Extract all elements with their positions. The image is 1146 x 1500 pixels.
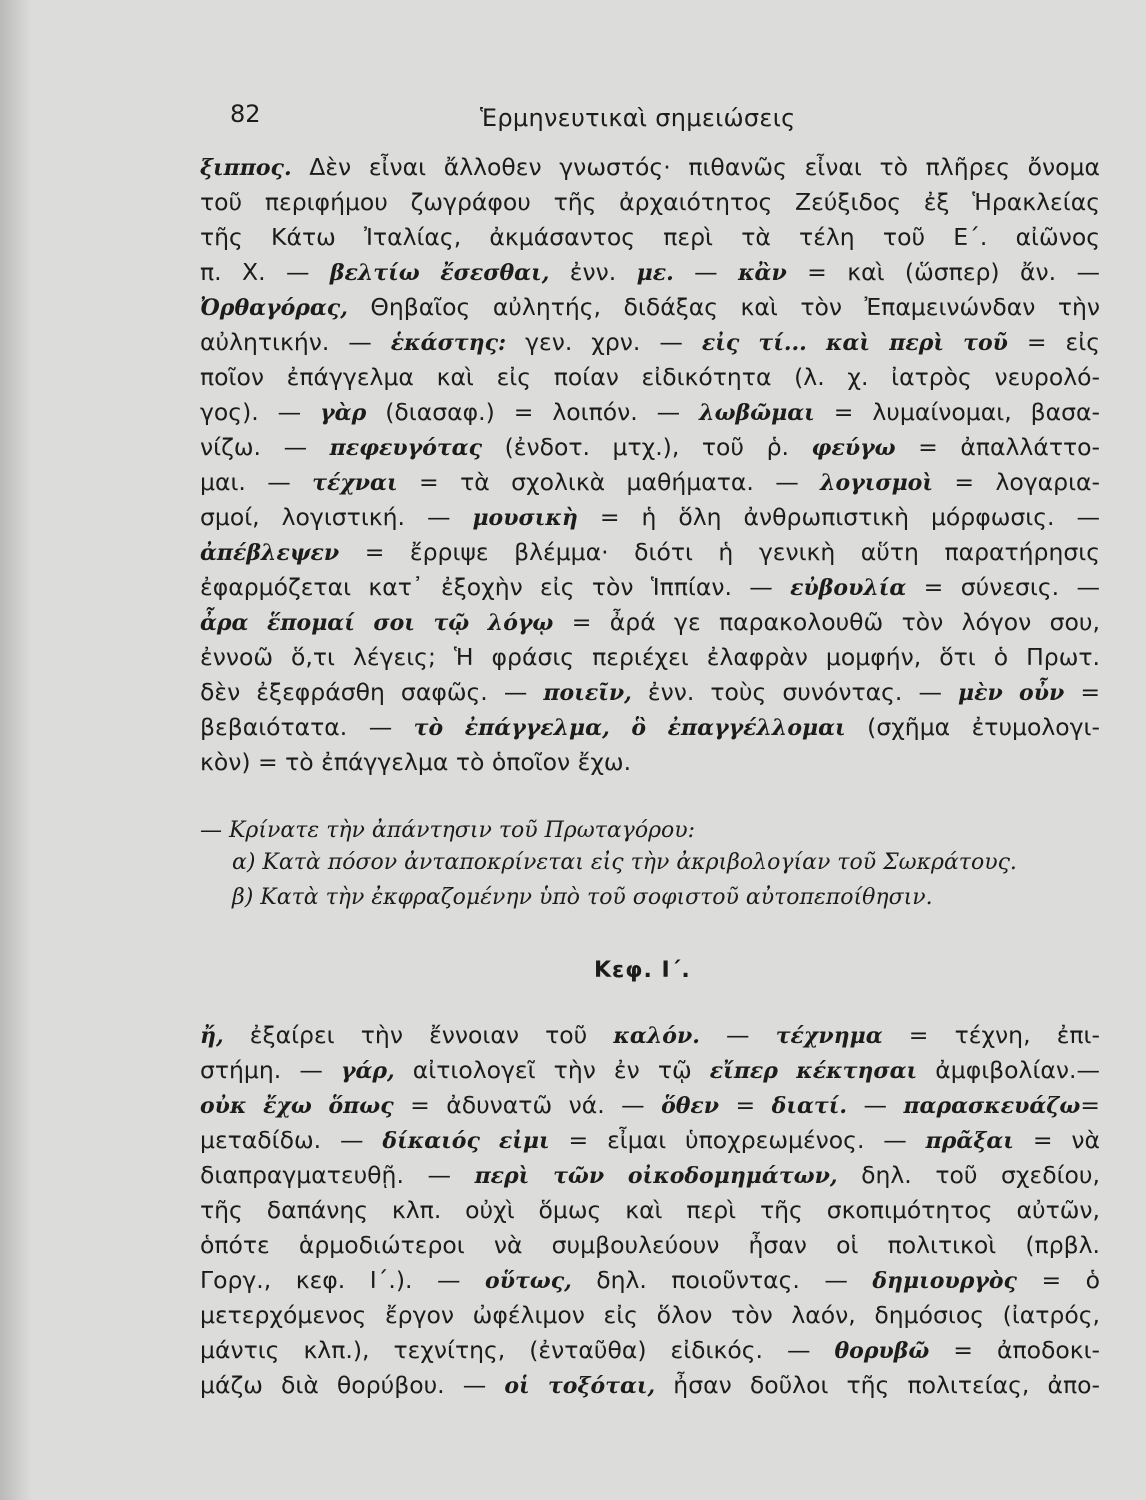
gloss-text: γεν. χρν. — [506,328,702,356]
gloss-text: (σχῆμα ἐτυμολογι- [845,713,1100,741]
gloss-text: αἰτιολογεῖ τὴν ἐν τῷ [394,1056,710,1084]
gloss-text: = τὰ σχολικὰ μαθήματα. — [397,468,821,496]
text-line [200,255,1100,290]
gloss-text: κὸν) = τὸ ἐπάγγελμα τὸ ὁποῖον ἔχω. [200,748,632,776]
gloss-text: = νὰ [1013,1126,1100,1154]
lemma-term: πρᾶξαι [925,1128,1014,1154]
gloss-text: (ἐνδοτ. μτχ.), τοῦ ῥ. [482,433,812,461]
lemma-term: γὰρ [320,400,367,426]
gloss-text: δηλ. ποιοῦντας. — [571,1266,873,1294]
gloss-text: ὁπότε ἁρμοδιώτεροι νὰ συμβουλεύουν ἦσαν οἱ πολιτικοὶ (πρβλ. [200,1231,1100,1259]
gloss-text: = ἆρά γε παρακολουθῶ τὸν λόγον σου, [553,608,1100,636]
lemma-term: ἀπέβλεψεν [200,540,340,566]
lemma-term: δίκαιός εἰμι [382,1128,550,1154]
gloss-text: = [719,1091,772,1119]
lemma-term: περὶ τῶν οἰκοδομημάτων, [474,1163,838,1189]
gloss-text: μαι. — [200,468,313,496]
gloss-text: δὲν ἐξεφράσθη σαφῶς. — [200,678,544,706]
text-line [200,535,1100,570]
gloss-text: σμοί, λογιστική. — [200,503,473,531]
text-line [200,1333,1100,1368]
lemma-term: κἂν [738,260,787,286]
commentary-section-2 [200,1018,1100,1403]
gloss-text: στήμη. — [200,1056,341,1084]
gloss-text: = ἀποδοκι- [929,1336,1101,1364]
lemma-term: λογισμοὶ [820,470,934,496]
text-line [200,675,1100,710]
lemma-term: φεύγω [811,435,896,461]
lemma-term: παρασκευάζω [903,1093,1081,1119]
gloss-text: μάντις κλπ.), τεχνίτης, (ἐνταῦθα) εἰδικός. — [200,1336,835,1364]
gloss-text: = ἀδυνατῶ νά. — [393,1091,662,1119]
lemma-term: λωβῶμαι [699,400,815,426]
text-line [200,1368,1100,1403]
text-line [200,570,1100,605]
text-line [200,220,1100,255]
gloss-text: = ὁ [1016,1266,1100,1294]
lemma-term: Ὀρθαγόρας, [200,295,348,321]
text-line [200,150,1100,185]
text-line [200,1018,1100,1053]
text-line [200,1228,1100,1263]
gloss-text: βεβαιότατα. — [200,713,414,741]
gloss-text: = ἔρριψε βλέμμα· διότι ἡ γενικὴ αὕτη παρατήρησις [339,538,1100,566]
text-line [200,1263,1100,1298]
text-line [200,1123,1100,1158]
text-line [200,1053,1100,1088]
gloss-text: ἐνν. [549,258,637,286]
question-b: β) Κατὰ τὴν ἐκφραζομένην ὑπὸ τοῦ σοφιστοῦ αὐτοπεποίθησιν. [232,885,933,910]
text-line [200,465,1100,500]
lemma-term: ἑκάστης: [390,330,507,356]
lemma-term: ποιεῖν, [543,680,632,706]
text-line [200,640,1100,675]
question-intro: — Κρίνατε τὴν ἀπάντησιν τοῦ Πρωταγόρου: [200,818,696,843]
gloss-text: = σύνεσις. — [906,573,1100,601]
gloss-text: διαπραγματευθῇ. — [200,1161,475,1189]
lemma-term: οἱ τοξόται, [504,1373,656,1399]
page-number: 82 [230,100,261,128]
lemma-term: θορυβῶ [834,1338,930,1364]
gloss-text: = ἡ ὅλη ἀνθρωπιστικὴ μόρφωσις. — [577,503,1100,531]
lemma-term: οὐκ ἔχω ὅπως [200,1093,394,1119]
gloss-text: μετερχόμενος ἔργον ὠφέλιμον εἰς ὅλον τὸν λαόν, δημόσιος (ἰατρός, [200,1301,1100,1329]
gloss-text: αὐλητικήν. — [200,328,391,356]
lemma-term: με. [636,260,674,286]
gloss-text: ἦσαν δοῦλοι τῆς πολιτείας, ἀπο- [655,1371,1100,1399]
gloss-text: = λογαρια- [933,468,1100,496]
gloss-text: — [673,258,739,286]
page-spine-shadow [0,0,32,1500]
gloss-text: ἐξαίρει τὴν ἔννοιαν τοῦ [223,1021,614,1049]
gloss-text: τῆς δαπάνης κλπ. οὐχὶ ὅμως καὶ περὶ τῆς σκοπιμότητος αὐτῶν, [200,1196,1100,1224]
gloss-text: γος). — [200,398,321,426]
gloss-text: = καὶ (ὥσπερ) ἄν. — [786,258,1100,286]
text-line [200,430,1100,465]
gloss-text: — [847,1091,904,1119]
text-line [200,745,1100,780]
text-line [200,395,1100,430]
text-line [200,500,1100,535]
gloss-text: Δὲν εἶναι ἄλλοθεν γνωστός· πιθανῶς εἶναι τὸ πλῆρες ὄνομα [291,153,1100,181]
text-line [200,1193,1100,1228]
lemma-term: τὸ ἐπάγγελμα, ὃ ἐπαγγέλλομαι [413,715,846,741]
text-line [200,185,1100,220]
text-line [200,1298,1100,1333]
lemma-term: καλόν. [613,1023,700,1049]
lemma-term: ὅθεν [661,1093,720,1119]
gloss-text: ποῖον ἐπάγγελμα καὶ εἰς ποίαν εἰδικότητα (λ. χ. ἰατρὸς νευρολό- [200,363,1100,391]
gloss-text: = εἰς [1007,328,1100,356]
lemma-term: δημιουργὸς [872,1268,1017,1294]
gloss-text: τοῦ περιφήμου ζωγράφου τῆς ἀρχαιότητος Ζεύξιδος ἐξ Ἡρακλείας [200,188,1100,216]
lemma-term: τέχνημα [775,1023,883,1049]
gloss-text: π. Χ. — [200,258,330,286]
gloss-text: ἀμφιβολίαν.— [917,1056,1100,1084]
gloss-text: μάζω διὰ θορύβου. — [200,1371,505,1399]
lemma-term: ἆρα ἕπομαί σοι τῷ λόγῳ [200,610,554,636]
text-line [200,605,1100,640]
lemma-term: εἴπερ κέκτησαι [709,1058,918,1084]
lemma-term: γάρ, [340,1058,395,1084]
gloss-text: ἐφαρμόζεται κατ᾽ ἐξοχὴν εἰς τὸν Ἱππίαν. — [200,573,791,601]
gloss-text: Γοργ., κεφ. Ι΄.). — [200,1266,486,1294]
commentary-section-1 [200,150,1100,780]
lemma-term: ξιππος. [200,155,292,181]
lemma-term: μὲν οὖν [958,680,1065,706]
gloss-text: ἐνν. τοὺς συνόντας. — [631,678,959,706]
lemma-term: ἤ, [200,1023,224,1049]
lemma-term: εἰς τί... καὶ περὶ τοῦ [701,330,1008,356]
lemma-term: πεφευγότας [329,435,483,461]
gloss-text: = εἶμαι ὑποχρεωμένος. — [549,1126,926,1154]
gloss-text: = λυμαίνομαι, βασα- [814,398,1100,426]
gloss-text: Θηβαῖος αὐλητής, διδάξας καὶ τὸν Ἐπαμεινώνδαν τὴν [347,293,1100,321]
gloss-text: — [699,1021,776,1049]
text-line [200,1158,1100,1193]
lemma-term: τέχναι [312,470,398,496]
text-line [200,325,1100,360]
gloss-text: (διασαφ.) = λοιπόν. — [366,398,700,426]
gloss-text: = [1080,1091,1100,1119]
page-header [230,100,820,136]
running-title: Ἑρμηνευτικαὶ σημειώσεις [480,104,796,132]
lemma-term: εὐβουλία [790,575,907,601]
text-line [200,290,1100,325]
gloss-text: = ἀπαλλάττο- [895,433,1100,461]
text-line [200,1088,1100,1123]
gloss-text: = [1064,678,1101,706]
question-a: α) Κατὰ πόσον ἀνταποκρίνεται εἰς τὴν ἀκριβολογίαν τοῦ Σωκράτους. [232,850,1017,875]
lemma-term: οὕτως, [485,1268,572,1294]
gloss-text: μεταδίδω. — [200,1126,383,1154]
lemma-term: μουσικὴ [472,505,578,531]
text-line [200,360,1100,395]
chapter-heading: Κεφ. Ι΄. [594,958,691,983]
gloss-text: ἐννοῶ ὅ,τι λέγεις; Ἡ φράσις περιέχει ἐλαφρὰν μομφήν, ὅτι ὁ Πρωτ. [200,643,1100,671]
gloss-text: δηλ. τοῦ σχεδίου, [837,1161,1100,1189]
gloss-text: = τέχνη, ἐπι- [882,1021,1100,1049]
gloss-text: νίζω. — [200,433,330,461]
text-line [200,710,1100,745]
gloss-text: τῆς Κάτω Ἰταλίας, ἀκμάσαντος περὶ τὰ τέλη τοῦ Ε΄. αἰῶνος [200,223,1100,251]
lemma-term: βελτίω ἔσεσθαι, [329,260,550,286]
lemma-term: διατί. [771,1093,848,1119]
